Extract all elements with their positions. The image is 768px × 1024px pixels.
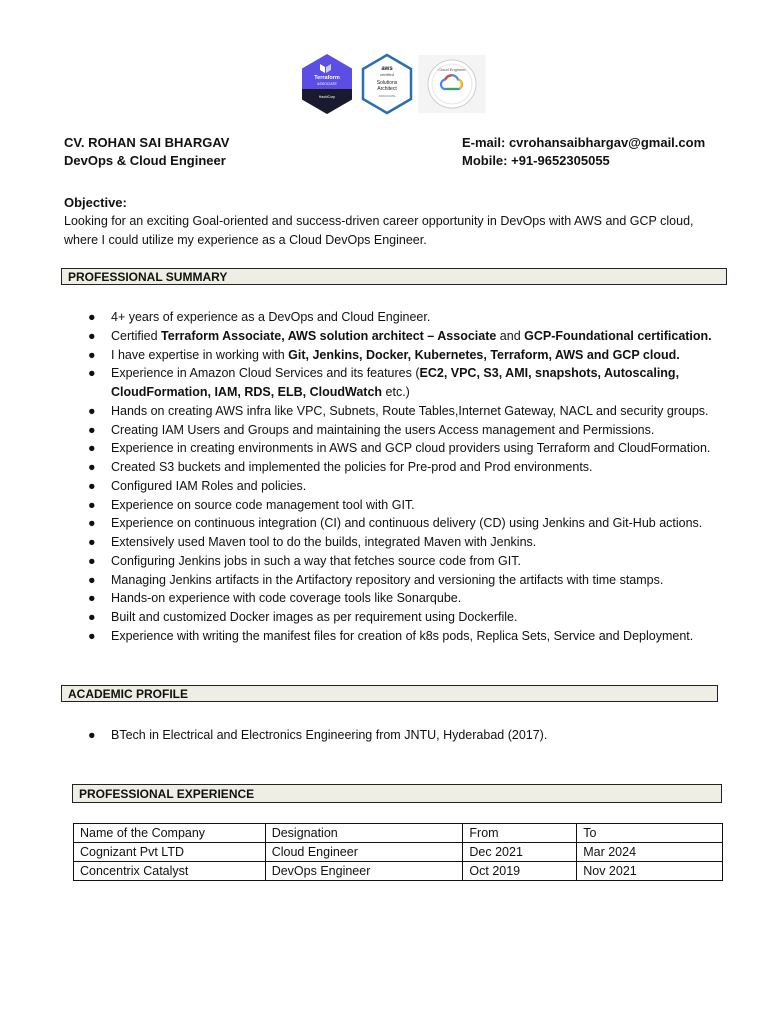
section-professional-summary: PROFESSIONAL SUMMARY [61,268,727,285]
summary-item [64,402,714,421]
aws-badge-line1: Solutions [376,80,398,86]
bullet-icon: ● [88,422,96,437]
summary-item [64,346,714,365]
objective-block [64,193,724,250]
terraform-badge [300,53,354,115]
bullet-icon: ● [88,591,96,606]
gcp-badge-label: Cloud Engineer [438,67,466,72]
table-cell: Dec 2021 [463,843,577,862]
summary-item [64,589,714,608]
summary-item-text: Experience with writing the manifest files for creation of k8s pods, Replica Sets, Service and Deployment. [111,628,694,643]
summary-item-text: Configured IAM Roles and policies. [111,478,307,493]
summary-item-text: 4+ years of experience as a DevOps and Cloud Engineer. [111,310,431,324]
bullet-icon: ● [88,535,96,549]
table-header-cell: To [577,824,723,843]
table-cell: Cloud Engineer [265,843,463,862]
table-header-cell: From [463,824,577,843]
summary-item [64,364,714,402]
summary-item-text: Hands-on experience with code coverage tools like Sonarqube. [111,591,462,606]
table-cell: Nov 2021 [577,862,723,881]
candidate-name: CV. ROHAN SAI BHARGAV [64,135,230,150]
terraform-badge-vendor: HashiCorp [318,95,336,99]
gcp-badge [418,55,486,113]
summary-item-text: Hands on creating AWS infra like VPC, Subnets, Route Tables,Internet Gateway, NACL and security groups. [111,403,709,418]
summary-item-text: Experience on continuous integration (CI) and continuous delivery (CD) using Jenkins and Git-Hub actions. [111,516,703,531]
bullet-icon: ● [88,610,96,624]
summary-item [64,533,714,552]
aws-badge-certified: certified [379,72,395,77]
terraform-badge-level: ASSOCIATE [317,82,337,86]
bullet-icon: ● [88,728,96,742]
summary-item [64,552,714,571]
table-cell: Oct 2019 [463,862,577,881]
summary-item-text: Created S3 buckets and implemented the policies for Pre-prod and Prod environments. [111,460,593,474]
objective-label: Objective: [64,195,127,210]
summary-item-text: Built and customized Docker images as per requirement using Dockerfile. [111,610,518,624]
summary-item [64,327,714,346]
summary-item [64,308,714,327]
table-cell: Mar 2024 [577,843,723,862]
table-header-cell: Designation [265,824,463,843]
table-cell: DevOps Engineer [265,862,463,881]
bullet-icon: ● [88,516,96,531]
summary-item [64,608,714,627]
bullet-icon: ● [88,441,96,456]
experience-table [73,823,723,881]
summary-item-text: I have expertise in working with [111,347,289,362]
terraform-badge-title: Terraform [314,75,340,81]
summary-item-text: etc.) [382,385,410,399]
table-header-row [74,824,723,843]
summary-item-text: Experience in Amazon Cloud Services and its features ( [111,366,420,381]
email-text: E-mail: cvrohansaibhargav@gmail.com [462,135,706,150]
candidate-role: DevOps & Cloud Engineer [64,153,226,168]
summary-item-text: Experience in creating environments in AWS and GCP cloud providers using Terraform and CloudFormation. [111,441,711,456]
table-cell: Cognizant Pvt LTD [74,843,266,862]
bullet-icon: ● [88,497,96,512]
bullet-icon: ● [88,478,96,493]
bullet-icon: ● [88,347,96,362]
aws-badge-brand: aws [381,66,393,72]
summary-item-text: Configuring Jenkins jobs in such a way that fetches source code from GIT. [111,553,521,568]
bullet-icon: ● [88,366,96,381]
summary-item [64,571,714,590]
academic-list [64,726,714,745]
summary-list [64,308,714,646]
summary-item [64,421,714,440]
contact-details [462,134,705,170]
summary-item-text: GCP-Foundational certification. [524,328,712,343]
summary-item [64,627,714,646]
summary-item-text: Experience on source code management tool with GIT. [111,497,415,512]
bullet-icon: ● [88,403,96,418]
bullet-icon: ● [88,572,96,587]
bullet-icon: ● [88,310,96,324]
summary-item-text: Extensively used Maven tool to do the builds, integrated Maven with Jenkins. [111,535,537,549]
bullet-icon: ● [88,328,96,343]
bullet-icon: ● [88,628,96,643]
summary-item [64,514,714,533]
table-row [74,862,723,881]
summary-item-text: Managing Jenkins artifacts in the Artifactory repository and versioning the artifacts with time stamps. [111,572,664,587]
section-academic-profile: ACADEMIC PROFILE [61,685,718,702]
academic-item-text: BTech in Electrical and Electronics Engineering from JNTU, Hyderabad (2017). [111,728,548,742]
table-cell: Concentrix Catalyst [74,862,266,881]
objective-text: Looking for an exciting Goal-oriented and success-driven career opportunity in DevOps with AWS and GCP cloud, where I could utilize my experience as a Cloud DevOps Engineer. [64,214,694,247]
bullet-icon: ● [88,553,96,568]
candidate-header [64,134,229,170]
section-professional-experience: PROFESSIONAL EXPERIENCE [72,784,722,803]
aws-badge-line2: Architect [377,86,397,92]
summary-item [64,496,714,515]
aws-badge [360,53,414,115]
summary-item-text: Git, Jenkins, Docker, Kubernetes, Terraform, AWS and GCP cloud. [288,347,680,362]
academic-item [64,726,714,745]
summary-item [64,439,714,458]
aws-badge-level: ASSOCIATE [378,94,396,98]
summary-item-text: and [496,328,525,343]
table-row [74,843,723,862]
mobile-text: Mobile: +91-9652305055 [462,153,610,168]
summary-item [64,458,714,477]
table-header-cell: Name of the Company [74,824,266,843]
bullet-icon: ● [88,460,96,474]
summary-item-text: EC2, VPC, S3, AMI, snapshots, Autoscaling, CloudFormation, IAM, RDS, ELB, CloudWatch [111,366,680,399]
summary-item [64,477,714,496]
summary-item-text: Certified [111,328,162,343]
summary-item-text: Creating IAM Users and Groups and maintaining the users Access management and Permissions. [111,422,655,437]
summary-item-text: Terraform Associate, AWS solution architect – Associate [161,328,497,343]
